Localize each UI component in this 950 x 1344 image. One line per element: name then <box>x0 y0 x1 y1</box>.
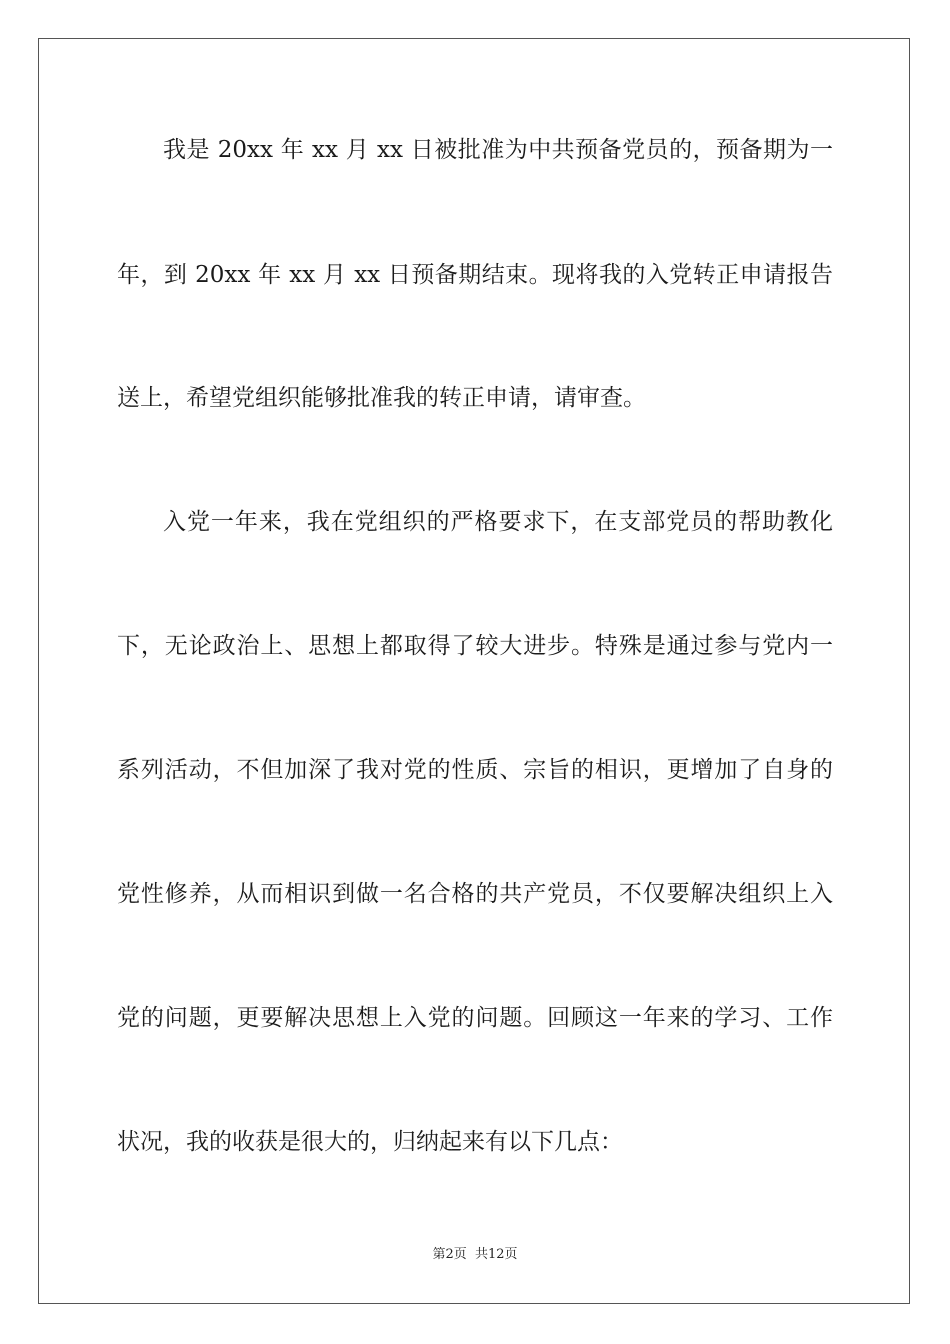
paragraph-line: 党性修养，从而相识到做一名合格的共产党员，不仅要解决组织上入 <box>117 881 833 907</box>
paragraph-line: 党的问题，更要解决思想上入党的问题。回顾这一年来的学习、工作 <box>117 1005 833 1031</box>
paragraph-line: 年，到 20xx 年 xx 月 xx 日预备期结束。现将我的入党转正申请报告 <box>117 262 833 288</box>
paragraph-line: 送上，希望党组织能够批准我的转正申请，请审查。 <box>117 385 646 411</box>
paragraph-line: 状况，我的收获是很大的，归纳起来有以下几点： <box>117 1129 623 1155</box>
page-border <box>38 38 910 1304</box>
paragraph-line: 系列活动，不但加深了我对党的性质、宗旨的相识，更增加了自身的 <box>117 757 833 783</box>
page-footer <box>0 1246 950 1264</box>
page-total: 共12页 <box>474 1247 518 1262</box>
paragraph-line: 入党一年来，我在党组织的严格要求下，在支部党员的帮助教化 <box>163 509 833 535</box>
paragraph-line: 我是 20xx 年 xx 月 xx 日被批准为中共预备党员的，预备期为一 <box>163 137 833 163</box>
paragraph-line: 下，无论政治上、思想上都取得了较大进步。特殊是通过参与党内一 <box>117 633 833 659</box>
page-number: 第2页 <box>432 1247 467 1262</box>
